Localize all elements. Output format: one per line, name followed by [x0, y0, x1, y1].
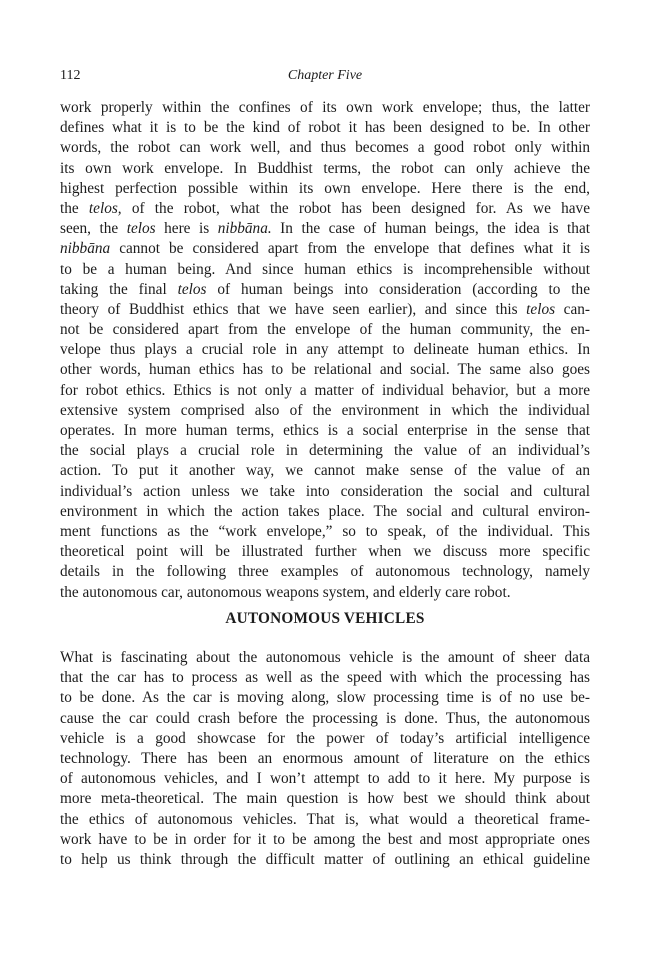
text-run: not be considered apart from the envelope of the human community, the en-	[60, 321, 590, 339]
text-line	[60, 461, 590, 481]
text-run: more meta-theoretical. The main question is how best we should think about	[60, 790, 590, 808]
page-number: 112	[60, 68, 81, 83]
text-run: ment functions as the “work envelope,” so to speak, of the individual. This	[60, 522, 590, 540]
body-paragraph-2	[60, 648, 590, 870]
text-run: work properly within the confines of its own work envelope; thus, the latter	[60, 99, 590, 116]
text-run: its own work envelope. In Buddhist terms, the robot can only achieve the	[60, 159, 590, 177]
text-run: the ethics of autonomous vehicles. That is, what would a theoretical frame-	[60, 810, 590, 828]
text-run: other words, human ethics has to be relational and social. The same also goes	[60, 361, 590, 379]
text-run: to be a human being. And since human ethics is incomprehensible without	[60, 260, 590, 278]
text-line	[60, 401, 590, 421]
text-run: the	[60, 199, 89, 217]
text-run: of human beings into consideration (according to the	[206, 280, 590, 298]
text-line	[60, 118, 590, 138]
text-run: the autonomous car, autonomous weapons system, and elderly care robot.	[60, 583, 511, 601]
italic-term: nibbāna.	[217, 220, 272, 238]
text-line	[60, 668, 590, 688]
text-run: taking the final	[60, 280, 178, 298]
text-line	[60, 709, 590, 729]
text-run: that the car has to process as well as the speed with which the processing has	[60, 669, 590, 687]
text-run: theory of Buddhist ethics that we have seen earlier), and since this	[60, 300, 527, 318]
text-run: extensive system comprised also of the environment in which the individual	[60, 401, 590, 419]
text-line	[60, 360, 590, 380]
text-line	[60, 320, 590, 340]
text-line	[60, 441, 590, 461]
text-line	[60, 219, 590, 239]
text-run: action. To put it another way, we cannot make sense of the value of an	[60, 462, 590, 480]
text-run: highest perfection possible within its own envelope. Here there is the end,	[60, 179, 590, 197]
text-line	[60, 583, 590, 603]
text-line	[60, 769, 590, 789]
text-line	[60, 522, 590, 542]
text-line	[60, 98, 590, 118]
text-line	[60, 789, 590, 809]
text-line	[60, 830, 590, 850]
text-line	[60, 482, 590, 502]
text-line	[60, 381, 590, 401]
text-run: work have to be in order for it to be among the best and most appropriate ones	[60, 830, 590, 848]
text-line	[60, 300, 590, 320]
text-run: the social plays a crucial role in determining the value of an individual’s	[60, 442, 590, 460]
text-run: words, the robot can work well, and thus becomes a good robot only within	[60, 139, 590, 157]
italic-term: nibbāna	[60, 240, 111, 258]
text-run: vehicle is a good showcase for the power of today’s artificial intelligence	[60, 729, 590, 747]
text-line	[60, 688, 590, 708]
text-run: for robot ethics. Ethics is not only a matter of individual behavior, but a more	[60, 381, 590, 399]
text-run: velope thus plays a crucial role in any attempt to delineate human ethics. In	[60, 341, 590, 359]
text-line	[60, 729, 590, 749]
text-line	[60, 138, 590, 158]
running-head	[60, 68, 590, 88]
text-run: to be done. As the car is moving along, slow processing time is of no use be-	[60, 689, 590, 707]
italic-term: telos	[177, 280, 207, 298]
text-line	[60, 159, 590, 179]
text-run: technology. There has been an enormous amount of literature on the ethics	[60, 749, 590, 767]
text-run: individual’s action unless we take into consideration the social and cultural	[60, 482, 590, 500]
text-line	[60, 239, 590, 259]
text-run: environment in which the action takes place. The social and cultural environ-	[60, 502, 590, 520]
text-run: of the robot, what the robot has been designed for. As we have	[121, 199, 590, 217]
text-run: cannot be considered apart from the envelope that defines what it is	[110, 240, 590, 258]
text-run: of autonomous vehicles, and I won’t attempt to add to it here. My purpose is	[60, 770, 590, 788]
text-line	[60, 648, 590, 668]
text-run: theoretical point will be illustrated further when we discuss more specific	[60, 543, 590, 561]
chapter-title: Chapter Five	[287, 68, 363, 83]
italic-term: telos	[126, 220, 156, 238]
body-paragraph-1	[60, 98, 590, 603]
text-run: cause the car could crash before the processing is done. Thus, the autonomous	[60, 709, 590, 727]
text-run: defines what it is to be the kind of robot it has been designed to be. In other	[60, 119, 590, 137]
section-heading: AUTONOMOUS VEHICLES	[225, 610, 425, 627]
text-run: can-	[555, 300, 590, 318]
text-run: operates. In more human terms, ethics is a social enterprise in the sense that	[60, 422, 590, 439]
italic-term: telos,	[88, 199, 122, 217]
text-run: seen, the	[60, 220, 127, 238]
text-line	[60, 280, 590, 300]
text-line	[60, 850, 590, 870]
text-line	[60, 542, 590, 562]
italic-term: telos	[526, 300, 556, 318]
text-line	[60, 199, 590, 219]
text-line	[60, 179, 590, 199]
text-line	[60, 562, 590, 582]
text-line	[60, 810, 590, 830]
text-run: In the case of human beings, the idea is that	[271, 220, 590, 238]
text-run: details in the following three examples of autonomous technology, namely	[60, 563, 590, 581]
text-line	[60, 260, 590, 280]
text-line	[60, 421, 590, 441]
text-run: here is	[155, 220, 218, 238]
text-run: to help us think through the difficult matter of outlining an ethical guideline	[60, 850, 590, 868]
text-line	[60, 749, 590, 769]
text-run: What is fascinating about the autonomous vehicle is the amount of sheer data	[60, 649, 590, 666]
text-line	[60, 340, 590, 360]
text-line	[60, 502, 590, 522]
